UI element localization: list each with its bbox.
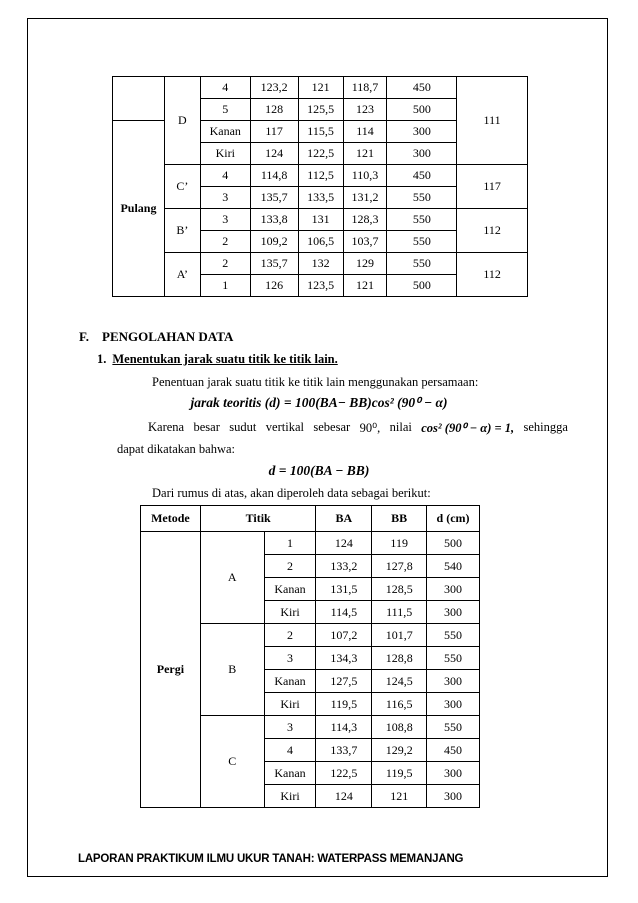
- cell: 126: [250, 275, 298, 297]
- word: sehingga: [523, 420, 568, 434]
- cell: 123: [343, 99, 387, 121]
- formula-d: d = 100(BA − BB): [268, 463, 370, 478]
- cell: 101,7: [372, 624, 427, 647]
- cell: Kanan: [264, 578, 316, 601]
- cell: 3: [200, 187, 250, 209]
- cell: 131: [298, 209, 343, 231]
- cell: 550: [387, 209, 457, 231]
- cell: 133,5: [298, 187, 343, 209]
- avg-cell: 112: [457, 209, 528, 253]
- cell: 119: [372, 532, 427, 555]
- cell: 550: [427, 624, 480, 647]
- cell: 2: [264, 624, 316, 647]
- cell: 300: [387, 121, 457, 143]
- cell: 127,5: [316, 670, 372, 693]
- titik-cell: A: [200, 532, 264, 624]
- cell: Kiri: [264, 693, 316, 716]
- cell: 132: [298, 253, 343, 275]
- paragraph-2: [148, 420, 568, 436]
- column-header: Metode: [141, 506, 201, 532]
- cell: 119,5: [316, 693, 372, 716]
- table-row: [141, 532, 480, 555]
- cell: 111,5: [372, 601, 427, 624]
- cell: 128: [250, 99, 298, 121]
- cell: Kanan: [200, 121, 250, 143]
- cell: 129,2: [372, 739, 427, 762]
- cell: 122,5: [298, 143, 343, 165]
- titik-cell: C’: [164, 165, 200, 209]
- column-header: Titik: [200, 506, 316, 532]
- cell: 5: [200, 99, 250, 121]
- cell: 1: [200, 275, 250, 297]
- cell: 550: [387, 187, 457, 209]
- page-footer: LAPORAN PRAKTIKUM ILMU UKUR TANAH: WATERPASS MEMANJANG: [78, 853, 464, 865]
- cell: 500: [427, 532, 480, 555]
- cell: 103,7: [343, 231, 387, 253]
- paragraph-2-continued: dapat dikatakan bahwa:: [117, 442, 236, 456]
- cell: 109,2: [250, 231, 298, 253]
- cell: 550: [387, 253, 457, 275]
- table-pulang: [112, 76, 528, 297]
- paragraph-3: Dari rumus di atas, akan diperoleh data sebagai berikut:: [152, 486, 431, 500]
- cell: 121: [372, 785, 427, 808]
- cell: 135,7: [250, 253, 298, 275]
- cell: 107,2: [316, 624, 372, 647]
- cell: 135,7: [250, 187, 298, 209]
- avg-cell: 111: [457, 77, 528, 165]
- cell: 128,3: [343, 209, 387, 231]
- word: Karena: [148, 420, 185, 434]
- cell: 300: [427, 762, 480, 785]
- table-row: [113, 253, 528, 275]
- cell: 4: [264, 739, 316, 762]
- metode-cell-empty: [113, 77, 165, 121]
- column-header: BB: [372, 506, 427, 532]
- cell: 121: [343, 275, 387, 297]
- cell: Kanan: [264, 670, 316, 693]
- cell: 133,7: [316, 739, 372, 762]
- cell: 3: [264, 647, 316, 670]
- inline-formula: cos² (90⁰ − α) = 1,: [421, 421, 515, 435]
- cell: 125,5: [298, 99, 343, 121]
- cell: 114,8: [250, 165, 298, 187]
- cell: 116,5: [372, 693, 427, 716]
- word: sudut: [229, 420, 257, 434]
- cell: 112,5: [298, 165, 343, 187]
- cell: 117: [250, 121, 298, 143]
- cell: 300: [427, 785, 480, 808]
- cell: 550: [387, 231, 457, 253]
- table-pergi: [140, 505, 480, 808]
- cell: 300: [427, 670, 480, 693]
- cell: 121: [298, 77, 343, 99]
- word: besar: [193, 420, 220, 434]
- cell: 500: [387, 99, 457, 121]
- titik-cell: A’: [164, 253, 200, 297]
- cell: 550: [427, 716, 480, 739]
- cell: 3: [200, 209, 250, 231]
- cell: 124: [316, 785, 372, 808]
- cell: 131,5: [316, 578, 372, 601]
- cell: 110,3: [343, 165, 387, 187]
- section-title: PENGOLAHAN DATA: [102, 329, 234, 344]
- cell: Kanan: [264, 762, 316, 785]
- cell: Kiri: [200, 143, 250, 165]
- cell: 4: [200, 77, 250, 99]
- cell: 123,5: [298, 275, 343, 297]
- cell: 550: [427, 647, 480, 670]
- cell: 127,8: [372, 555, 427, 578]
- cell: 124: [250, 143, 298, 165]
- cell: 129: [343, 253, 387, 275]
- cell: 2: [264, 555, 316, 578]
- cell: 115,5: [298, 121, 343, 143]
- cell: 121: [343, 143, 387, 165]
- titik-cell: B: [200, 624, 264, 716]
- word: nilai: [389, 420, 412, 434]
- cell: 108,8: [372, 716, 427, 739]
- column-header: d (cm): [427, 506, 480, 532]
- word: vertikal: [265, 420, 304, 434]
- section-heading: [79, 329, 233, 345]
- cell: 114,5: [316, 601, 372, 624]
- cell: 3: [264, 716, 316, 739]
- cell: 300: [427, 601, 480, 624]
- metode-cell: Pergi: [141, 532, 201, 808]
- metode-cell: Pulang: [113, 121, 165, 297]
- cell: 450: [427, 739, 480, 762]
- cell: Kiri: [264, 601, 316, 624]
- avg-cell: 117: [457, 165, 528, 209]
- section-letter: F.: [79, 329, 89, 344]
- word: sebesar: [313, 420, 351, 434]
- cell: 300: [387, 143, 457, 165]
- cell: 123,2: [250, 77, 298, 99]
- cell: 114,3: [316, 716, 372, 739]
- cell: 300: [427, 693, 480, 716]
- cell: 4: [200, 165, 250, 187]
- cell: 114: [343, 121, 387, 143]
- cell: 2: [200, 231, 250, 253]
- cell: 124,5: [372, 670, 427, 693]
- cell: 131,2: [343, 187, 387, 209]
- cell: 450: [387, 77, 457, 99]
- subsection-title: Menentukan jarak suatu titik ke titik lain.: [112, 352, 338, 366]
- cell: 133,8: [250, 209, 298, 231]
- formula-jarak-teoritis: jarak teoritis (d) = 100(BA− BB)cos² (90⁰ − α): [190, 395, 448, 410]
- titik-cell: B’: [164, 209, 200, 253]
- column-header: BA: [316, 506, 372, 532]
- cell: 128,5: [372, 578, 427, 601]
- cell: 300: [427, 578, 480, 601]
- table-row: [113, 209, 528, 231]
- titik-cell: D: [164, 77, 200, 165]
- table-header-row: [141, 506, 480, 532]
- cell: 124: [316, 532, 372, 555]
- cell: 2: [200, 253, 250, 275]
- titik-cell: C: [200, 716, 264, 808]
- cell: Kiri: [264, 785, 316, 808]
- cell: 500: [387, 275, 457, 297]
- word: 90⁰,: [359, 421, 381, 435]
- cell: 118,7: [343, 77, 387, 99]
- table-row: [113, 165, 528, 187]
- cell: 122,5: [316, 762, 372, 785]
- table-row: [113, 77, 528, 99]
- cell: 133,2: [316, 555, 372, 578]
- paragraph-1: Penentuan jarak suatu titik ke titik lain menggunakan persamaan:: [152, 375, 479, 389]
- subsection-heading: [97, 352, 338, 367]
- cell: 1: [264, 532, 316, 555]
- avg-cell: 112: [457, 253, 528, 297]
- cell: 540: [427, 555, 480, 578]
- cell: 119,5: [372, 762, 427, 785]
- subsection-number: 1.: [97, 352, 107, 366]
- cell: 106,5: [298, 231, 343, 253]
- cell: 450: [387, 165, 457, 187]
- cell: 134,3: [316, 647, 372, 670]
- cell: 128,8: [372, 647, 427, 670]
